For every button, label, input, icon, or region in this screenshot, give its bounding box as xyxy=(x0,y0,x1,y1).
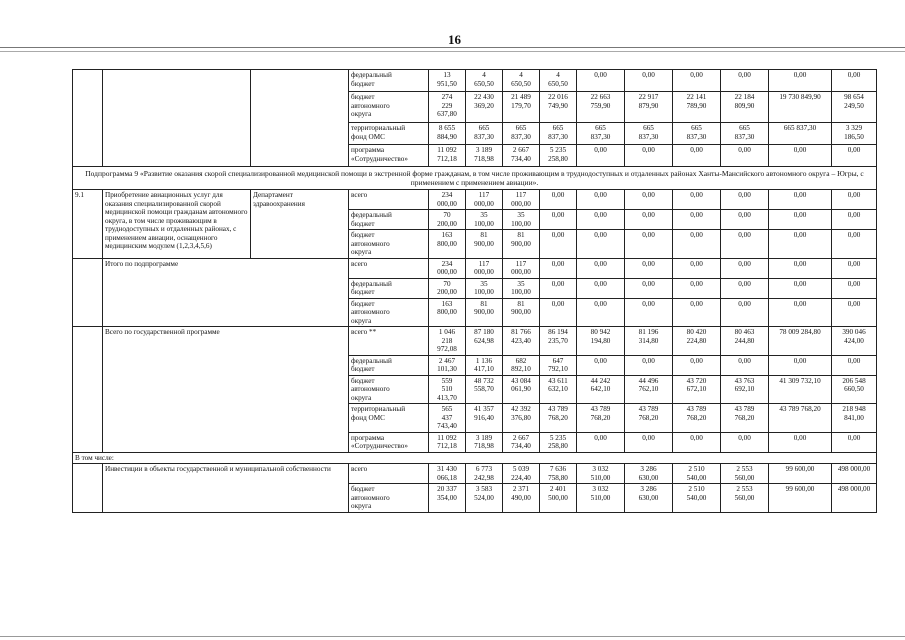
funding-source: бюджет автономного округа xyxy=(349,92,429,123)
amount-cell: 22 141 789,90 xyxy=(673,92,721,123)
amount-cell: 665 837,30 xyxy=(673,123,721,145)
amount-cell: 0,00 xyxy=(577,190,625,210)
amount-cell: 43 789 768,20 xyxy=(721,404,769,433)
amount-cell: 70 200,00 xyxy=(429,278,466,298)
amount-cell: 2 553 560,00 xyxy=(721,484,769,513)
funding-source: федеральный бюджет xyxy=(349,355,429,375)
funding-source: территориальный фонд ОМС xyxy=(349,404,429,433)
row-number: 9.1 xyxy=(73,190,103,259)
row-number xyxy=(73,70,103,167)
amount-cell: 35 100,00 xyxy=(503,278,540,298)
funding-source: программа «Сотрудничество» xyxy=(349,145,429,167)
amount-cell: 22 016 749,90 xyxy=(540,92,577,123)
amount-cell: 0,00 xyxy=(832,230,877,259)
funding-source: всего ** xyxy=(349,327,429,356)
executor: Департамент здравоохранения xyxy=(251,190,349,259)
amount-cell: 3 189 718,98 xyxy=(466,145,503,167)
amount-cell: 0,00 xyxy=(721,258,769,278)
amount-cell: 665 837,30 xyxy=(466,123,503,145)
amount-cell: 44 496 762,10 xyxy=(625,375,673,404)
amount-cell: 0,00 xyxy=(577,230,625,259)
amount-cell: 0,00 xyxy=(673,355,721,375)
scan-artifact-line xyxy=(0,47,905,48)
amount-cell: 0,00 xyxy=(832,258,877,278)
amount-cell: 81 900,00 xyxy=(503,298,540,327)
activity-name: Приобретение авиационных услуг для оказания специализированной скорой медицинской помощи гражданам автономного округа, в том числе проживающим в труднодоступных и отдаленных районах, с применением авиации, оснащенного медицинским модулем (1,2,3,4,5,6) xyxy=(103,190,251,259)
funding-source: всего xyxy=(349,258,429,278)
amount-cell: 0,00 xyxy=(577,210,625,230)
amount-cell: 7 636 758,80 xyxy=(540,464,577,484)
amount-cell: 3 286 630,00 xyxy=(625,464,673,484)
amount-cell: 43 611 632,10 xyxy=(540,375,577,404)
amount-cell: 81 196 314,80 xyxy=(625,327,673,356)
amount-cell: 117 000,00 xyxy=(466,190,503,210)
funding-source: всего xyxy=(349,464,429,484)
activity-name xyxy=(103,70,251,167)
amount-cell: 0,00 xyxy=(721,278,769,298)
amount-cell: 117 000,00 xyxy=(466,258,503,278)
amount-cell: 0,00 xyxy=(540,210,577,230)
amount-cell: 87 180 624,98 xyxy=(466,327,503,356)
amount-cell: 22 663 759,90 xyxy=(577,92,625,123)
amount-cell: 99 600,00 xyxy=(769,484,832,513)
amount-cell: 0,00 xyxy=(721,145,769,167)
amount-cell: 81 900,00 xyxy=(503,230,540,259)
amount-cell: 11 092 712,18 xyxy=(429,145,466,167)
budget-table xyxy=(72,69,877,513)
funding-source: федеральный бюджет xyxy=(349,278,429,298)
amount-cell: 0,00 xyxy=(832,70,877,92)
amount-cell: 81 766 423,40 xyxy=(503,327,540,356)
amount-cell: 4 650,50 xyxy=(540,70,577,92)
amount-cell: 0,00 xyxy=(832,278,877,298)
amount-cell: 11 092 712,18 xyxy=(429,432,466,452)
amount-cell: 0,00 xyxy=(721,432,769,452)
amount-cell: 0,00 xyxy=(832,355,877,375)
subprogram-total-label: Итого по подпрограмме xyxy=(103,258,349,327)
amount-cell: 234 000,00 xyxy=(429,190,466,210)
amount-cell: 19 730 849,90 xyxy=(769,92,832,123)
amount-cell: 3 583 524,00 xyxy=(466,484,503,513)
subprogram-title: Подпрограмма 9 «Развитие оказания скорой специализированной медицинской помощи в экстренной форме гражданам, в том числе проживающим в труднодоступных и отдаленных районах Ханты-Мансийского автономного округа – Югры, с применением с применением авиации». xyxy=(73,167,877,190)
amount-cell: 99 600,00 xyxy=(769,464,832,484)
table-row xyxy=(73,464,877,484)
amount-cell: 41 357 916,40 xyxy=(466,404,503,433)
amount-cell: 78 009 284,80 xyxy=(769,327,832,356)
amount-cell: 218 948 841,00 xyxy=(832,404,877,433)
funding-source: бюджет автономного округа xyxy=(349,298,429,327)
amount-cell: 1 046 218 972,08 xyxy=(429,327,466,356)
amount-cell: 0,00 xyxy=(832,432,877,452)
amount-cell: 3 032 510,00 xyxy=(577,484,625,513)
amount-cell: 0,00 xyxy=(540,258,577,278)
amount-cell: 43 789 768,20 xyxy=(769,404,832,433)
amount-cell: 665 837,30 xyxy=(540,123,577,145)
amount-cell: 22 430 369,20 xyxy=(466,92,503,123)
amount-cell: 0,00 xyxy=(673,230,721,259)
table-row xyxy=(73,190,877,210)
scan-artifact-line xyxy=(0,636,905,637)
amount-cell: 0,00 xyxy=(625,355,673,375)
amount-cell: 0,00 xyxy=(540,298,577,327)
amount-cell: 48 732 558,70 xyxy=(466,375,503,404)
amount-cell: 665 837,30 xyxy=(503,123,540,145)
amount-cell: 0,00 xyxy=(769,230,832,259)
amount-cell: 0,00 xyxy=(673,258,721,278)
amount-cell: 0,00 xyxy=(625,278,673,298)
program-total-label: Всего по государственной программе xyxy=(103,327,349,453)
amount-cell: 0,00 xyxy=(721,190,769,210)
amount-cell: 2 510 540,00 xyxy=(673,484,721,513)
amount-cell: 0,00 xyxy=(577,258,625,278)
amount-cell: 35 100,00 xyxy=(503,210,540,230)
amount-cell: 22 917 879,90 xyxy=(625,92,673,123)
amount-cell: 206 548 660,50 xyxy=(832,375,877,404)
executor xyxy=(251,70,349,167)
funding-source: бюджет автономного округа xyxy=(349,230,429,259)
amount-cell: 0,00 xyxy=(673,278,721,298)
amount-cell: 2 510 540,00 xyxy=(673,464,721,484)
row-number xyxy=(73,464,103,513)
amount-cell: 4 650,50 xyxy=(503,70,540,92)
amount-cell: 81 900,00 xyxy=(466,298,503,327)
amount-cell: 0,00 xyxy=(673,145,721,167)
amount-cell: 2 401 500,00 xyxy=(540,484,577,513)
amount-cell: 42 392 376,80 xyxy=(503,404,540,433)
amount-cell: 565 437 743,40 xyxy=(429,404,466,433)
amount-cell: 43 720 672,10 xyxy=(673,375,721,404)
amount-cell: 80 420 224,80 xyxy=(673,327,721,356)
amount-cell: 0,00 xyxy=(721,70,769,92)
amount-cell: 0,00 xyxy=(577,432,625,452)
amount-cell: 2 667 734,40 xyxy=(503,145,540,167)
table-row xyxy=(73,258,877,278)
amount-cell: 43 789 768,20 xyxy=(673,404,721,433)
amount-cell: 31 430 066,18 xyxy=(429,464,466,484)
amount-cell: 43 789 768,20 xyxy=(540,404,577,433)
amount-cell: 86 194 235,70 xyxy=(540,327,577,356)
amount-cell: 0,00 xyxy=(832,210,877,230)
amount-cell: 117 000,00 xyxy=(503,190,540,210)
amount-cell: 0,00 xyxy=(625,190,673,210)
row-number xyxy=(73,258,103,327)
amount-cell: 21 489 179,70 xyxy=(503,92,540,123)
amount-cell: 43 084 061,90 xyxy=(503,375,540,404)
amount-cell: 5 235 258,80 xyxy=(540,432,577,452)
amount-cell: 0,00 xyxy=(577,145,625,167)
amount-cell: 0,00 xyxy=(625,298,673,327)
amount-cell: 0,00 xyxy=(769,190,832,210)
amount-cell: 0,00 xyxy=(769,145,832,167)
amount-cell: 6 773 242,98 xyxy=(466,464,503,484)
amount-cell: 665 837,30 xyxy=(625,123,673,145)
including-label: В том числе: xyxy=(73,452,877,464)
amount-cell: 0,00 xyxy=(577,355,625,375)
amount-cell: 0,00 xyxy=(769,355,832,375)
amount-cell: 665 837,30 xyxy=(577,123,625,145)
amount-cell: 498 000,00 xyxy=(832,464,877,484)
amount-cell: 559 510 413,70 xyxy=(429,375,466,404)
table-row xyxy=(73,70,877,92)
amount-cell: 20 337 354,00 xyxy=(429,484,466,513)
amount-cell: 81 900,00 xyxy=(466,230,503,259)
amount-cell: 682 892,10 xyxy=(503,355,540,375)
amount-cell: 0,00 xyxy=(673,190,721,210)
amount-cell: 43 789 768,20 xyxy=(577,404,625,433)
amount-cell: 163 800,00 xyxy=(429,298,466,327)
amount-cell: 234 000,00 xyxy=(429,258,466,278)
amount-cell: 0,00 xyxy=(832,298,877,327)
amount-cell: 0,00 xyxy=(832,190,877,210)
amount-cell: 70 200,00 xyxy=(429,210,466,230)
amount-cell: 80 942 194,80 xyxy=(577,327,625,356)
amount-cell: 0,00 xyxy=(625,230,673,259)
amount-cell: 43 763 692,10 xyxy=(721,375,769,404)
amount-cell: 5 039 224,40 xyxy=(503,464,540,484)
amount-cell: 0,00 xyxy=(673,70,721,92)
amount-cell: 5 235 258,80 xyxy=(540,145,577,167)
amount-cell: 0,00 xyxy=(625,70,673,92)
amount-cell: 665 837,30 xyxy=(769,123,832,145)
amount-cell: 274 229 637,80 xyxy=(429,92,466,123)
amount-cell: 0,00 xyxy=(769,432,832,452)
funding-source: территориальный фонд ОМС xyxy=(349,123,429,145)
row-number xyxy=(73,327,103,453)
amount-cell: 44 242 642,10 xyxy=(577,375,625,404)
amount-cell: 0,00 xyxy=(625,432,673,452)
funding-source: программа «Сотрудничество» xyxy=(349,432,429,452)
amount-cell: 0,00 xyxy=(625,210,673,230)
amount-cell: 665 837,30 xyxy=(721,123,769,145)
amount-cell: 3 329 186,50 xyxy=(832,123,877,145)
amount-cell: 390 046 424,00 xyxy=(832,327,877,356)
amount-cell: 0,00 xyxy=(769,70,832,92)
amount-cell: 22 184 809,90 xyxy=(721,92,769,123)
amount-cell: 0,00 xyxy=(540,278,577,298)
funding-source: бюджет автономного округа xyxy=(349,484,429,513)
table-row xyxy=(73,167,877,190)
amount-cell: 0,00 xyxy=(577,278,625,298)
amount-cell: 2 553 560,00 xyxy=(721,464,769,484)
amount-cell: 0,00 xyxy=(673,298,721,327)
amount-cell: 0,00 xyxy=(769,298,832,327)
amount-cell: 0,00 xyxy=(769,278,832,298)
amount-cell: 163 800,00 xyxy=(429,230,466,259)
amount-cell: 43 789 768,20 xyxy=(625,404,673,433)
amount-cell: 0,00 xyxy=(577,70,625,92)
funding-source: федеральный бюджет xyxy=(349,70,429,92)
amount-cell: 0,00 xyxy=(673,210,721,230)
scan-artifact-line xyxy=(0,51,905,52)
amount-cell: 35 100,00 xyxy=(466,210,503,230)
amount-cell: 647 792,10 xyxy=(540,355,577,375)
amount-cell: 0,00 xyxy=(832,145,877,167)
amount-cell: 0,00 xyxy=(625,258,673,278)
amount-cell: 2 667 734,40 xyxy=(503,432,540,452)
amount-cell: 0,00 xyxy=(721,298,769,327)
amount-cell: 3 032 510,00 xyxy=(577,464,625,484)
investments-label: Инвестиции в объекты государственной и муниципальной собственности xyxy=(103,464,349,513)
funding-source: бюджет автономного округа xyxy=(349,375,429,404)
table-row xyxy=(73,327,877,356)
amount-cell: 0,00 xyxy=(721,355,769,375)
amount-cell: 0,00 xyxy=(577,298,625,327)
amount-cell: 0,00 xyxy=(540,190,577,210)
amount-cell: 8 655 884,90 xyxy=(429,123,466,145)
funding-source: всего xyxy=(349,190,429,210)
amount-cell: 4 650,50 xyxy=(466,70,503,92)
page-number: 16 xyxy=(448,32,461,47)
amount-cell: 0,00 xyxy=(769,258,832,278)
amount-cell: 80 463 244,80 xyxy=(721,327,769,356)
amount-cell: 0,00 xyxy=(673,432,721,452)
table-row xyxy=(73,452,877,464)
amount-cell: 13 951,50 xyxy=(429,70,466,92)
amount-cell: 498 000,00 xyxy=(832,484,877,513)
funding-source: федеральный бюджет xyxy=(349,210,429,230)
amount-cell: 0,00 xyxy=(721,230,769,259)
amount-cell: 0,00 xyxy=(625,145,673,167)
amount-cell: 35 100,00 xyxy=(466,278,503,298)
amount-cell: 0,00 xyxy=(721,210,769,230)
amount-cell: 3 286 630,00 xyxy=(625,484,673,513)
amount-cell: 117 000,00 xyxy=(503,258,540,278)
amount-cell: 1 136 417,10 xyxy=(466,355,503,375)
amount-cell: 98 654 249,50 xyxy=(832,92,877,123)
amount-cell: 3 189 718,98 xyxy=(466,432,503,452)
amount-cell: 0,00 xyxy=(769,210,832,230)
amount-cell: 2 467 101,30 xyxy=(429,355,466,375)
amount-cell: 0,00 xyxy=(540,230,577,259)
amount-cell: 2 371 490,00 xyxy=(503,484,540,513)
amount-cell: 41 309 732,10 xyxy=(769,375,832,404)
